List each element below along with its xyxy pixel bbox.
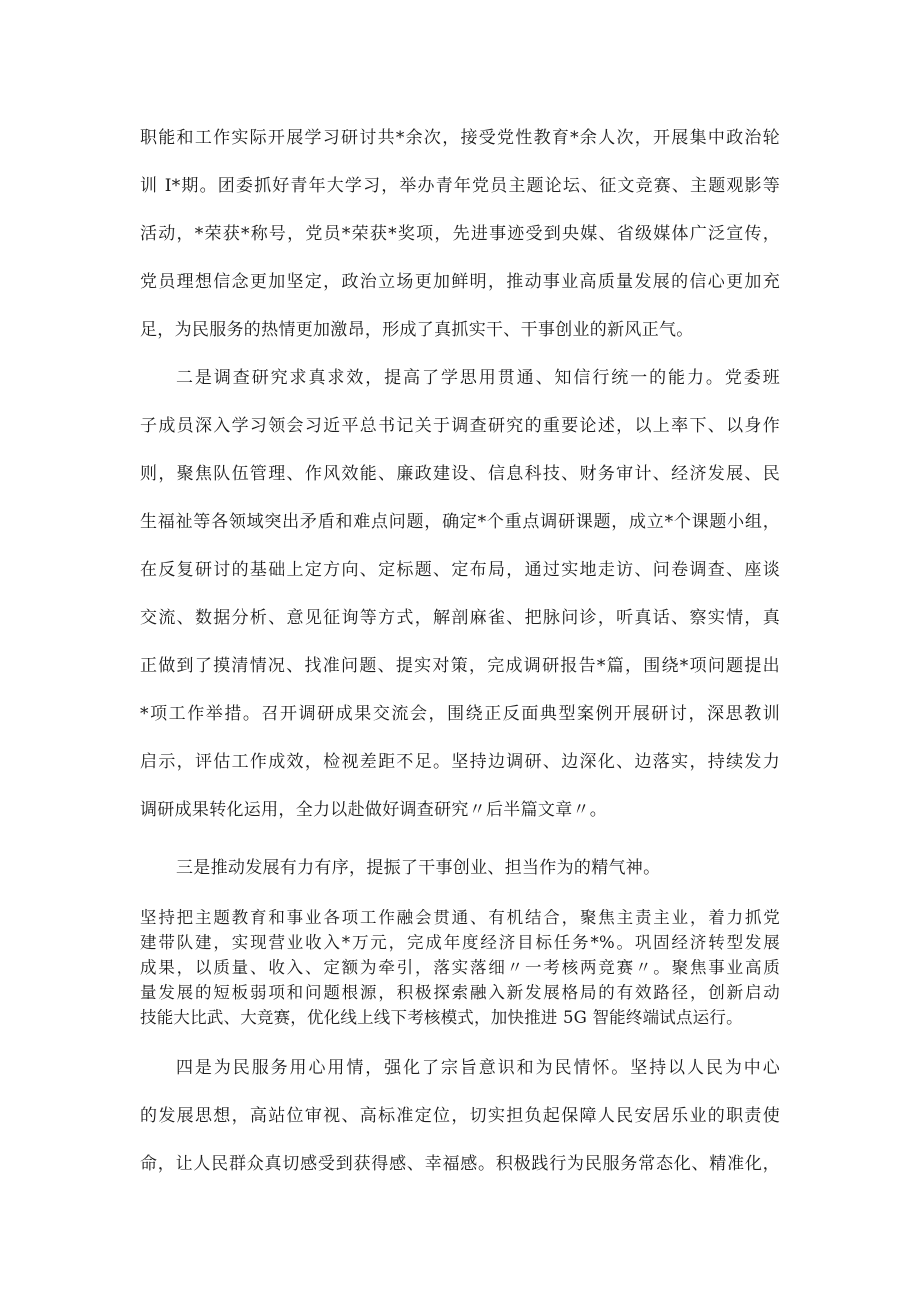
paragraph-4-line: 四是为民服务用心用情，强化了宗旨意识和为民情怀。坚持以人民为中心 [176,1058,780,1078]
paragraph-4 [140,1044,780,1188]
paragraph-1-line: 训 I*期。团委抓好青年大学习，举办青年党员主题论坛、征文竞赛、主题观影等 [140,176,780,196]
paragraph-1-line: 职能和工作实际开展学习研讨共*余次，接受党性教育*余人次，开展集中政治轮 [140,128,780,148]
paragraph-4-line: 命，让人民群众真切感受到获得感、幸福感。积极践行为民服务常态化、精准化， [140,1154,780,1174]
paragraph-2-line: 子成员深入学习领会习近平总书记关于调查研究的重要论述，以上率下、以身作 [140,416,780,436]
paragraph-2-line: 正做到了摸清情况、找准问题、提实对策，完成调研报告*篇，围绕*项问题提出 [140,656,780,676]
paragraph-3-line: 坚持把主题教育和事业各项工作融会贯通、有机结合，聚焦主责主业，着力抓党 [140,908,780,927]
paragraph-2-line: 启示，评估工作成效，检视差距不足。坚持边调研、边深化、边落实，持续发力 [140,752,780,772]
paragraph-1-line: 足，为民服务的热情更加激昂，形成了真抓实干、干事创业的新风正气。 [140,320,694,340]
section-3-heading: 三是推动发展有力有序，提振了干事创业、担当作为的精气神。 [176,858,661,878]
paragraph-2-line: *项工作举措。召开调研成果交流会，围绕正反面典型案例开展研讨，深思教训 [140,704,780,724]
paragraph-1 [140,114,780,354]
paragraph-2-line: 二是调查研究求真求效，提高了学思用贯通、知信行统一的能力。党委班 [176,368,780,388]
paragraph-3-line: 建带队建，实现营业收入*万元，完成年度经济目标任务*%。巩固经济转型发展 [140,933,780,952]
paragraph-2 [140,354,780,834]
paragraph-4-line: 的发展思想，高站位审视、高标准定位，切实担负起保障人民安居乐业的职责使 [140,1106,780,1126]
paragraph-2-line: 生福祉等各领域突出矛盾和难点问题，确定*个重点调研课题，成立*个课题小组， [140,512,780,532]
paragraph-3-line: 成果，以质量、收入、定额为牵引，落实落细〃一考核两竞赛〃。聚焦事业高质 [140,958,780,977]
paragraph-1-line: 活动，*荣获*称号，党员*荣获*奖项，先进事迹受到央媒、省级媒体广泛宣传， [140,224,780,244]
paragraph-3-line: 技能大比武、大竞赛，优化线上线下考核模式，加快推进 5G 智能终端试点运行。 [140,1008,743,1027]
paragraph-2-line: 在反复研讨的基础上定方向、定标题、定布局，通过实地走访、问卷调查、座谈 [140,560,780,580]
paragraph-1-line: 党员理想信念更加坚定，政治立场更加鲜明，推动事业高质量发展的信心更加充 [140,272,780,292]
paragraph-2-line: 调研成果转化运用，全力以赴做好调查研究〃后半篇文章〃。 [140,800,608,820]
paragraph-3 [140,905,780,1030]
paragraph-2-line: 则，聚焦队伍管理、作风效能、廉政建设、信息科技、财务审计、经济发展、民 [140,464,780,484]
paragraph-2-line: 交流、数据分析、意见征询等方式，解剖麻雀、把脉问诊，听真话、察实情，真 [140,608,780,628]
paragraph-3-line: 量发展的短板弱项和问题根源，积极探索融入新发展格局的有效路径，创新启动 [140,983,780,1002]
